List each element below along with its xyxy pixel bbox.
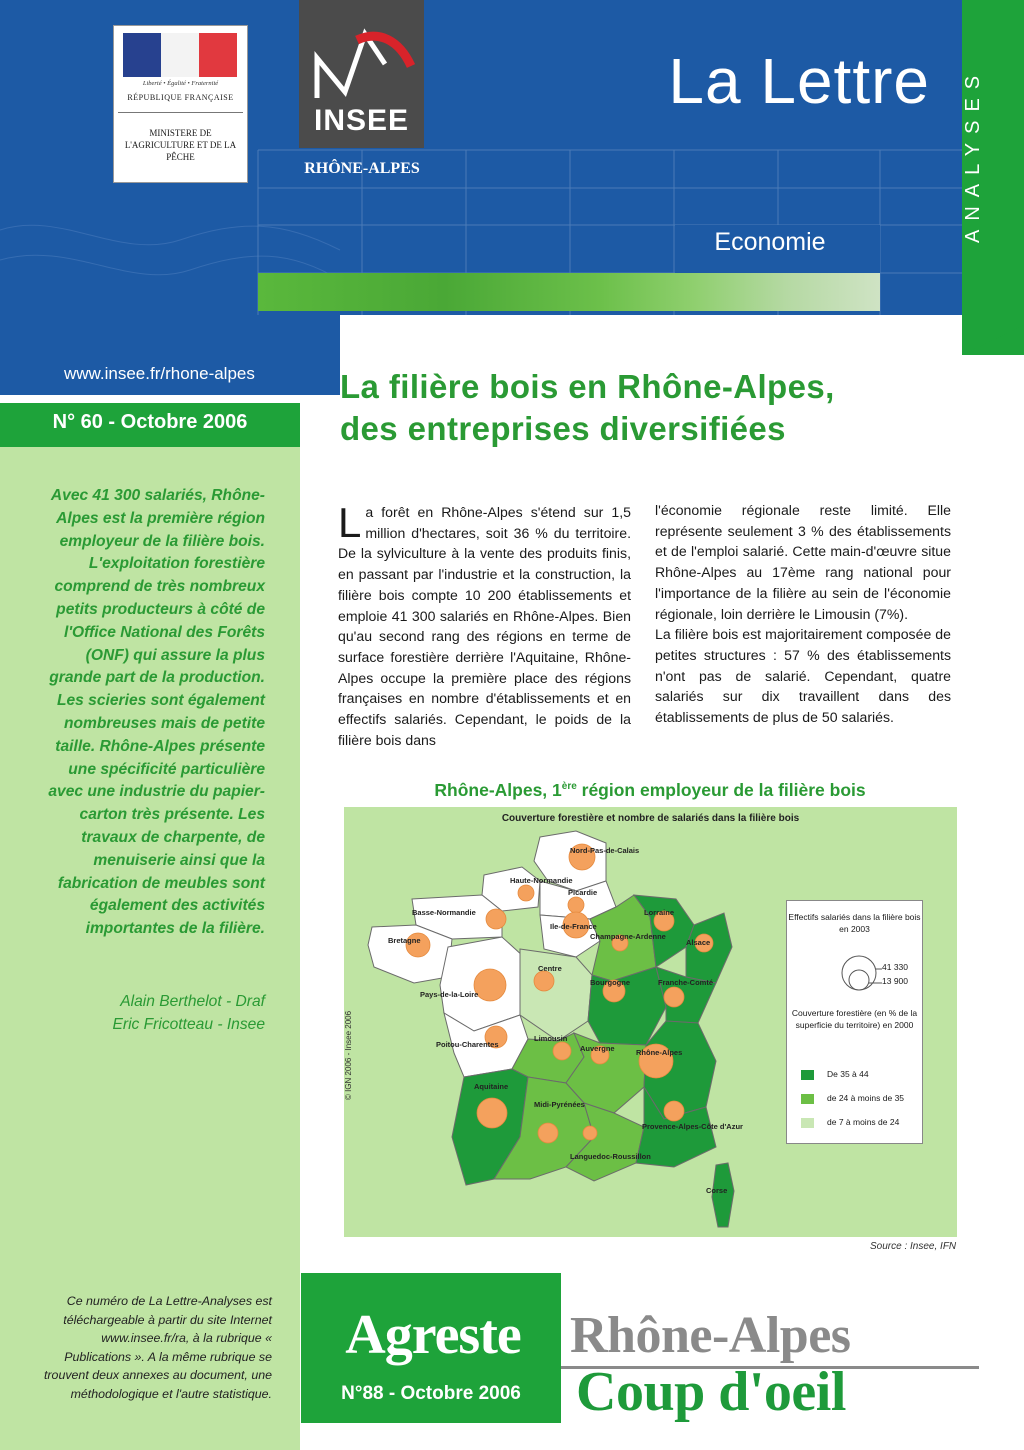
map-label-7: Champagne-Ardenne bbox=[590, 932, 666, 941]
ministry-motto: Liberté • Égalité • Fraternité bbox=[142, 80, 219, 87]
insee-logo-text: INSEE bbox=[313, 104, 410, 137]
legend-class-3 bbox=[801, 1117, 921, 1129]
issue-number: N° 60 - Octobre 2006 bbox=[52, 411, 248, 433]
circle-basse-normandie bbox=[486, 909, 506, 929]
circle-aquitaine bbox=[477, 1098, 507, 1128]
map-label-1: Haute-Normandie bbox=[510, 876, 573, 885]
figure-source: Source : Insee, IFN bbox=[870, 1241, 957, 1252]
author-2: Eric Fricotteau - Insee bbox=[112, 1016, 265, 1033]
article-title-line-1: La filière bois en Rhône-Alpes, bbox=[340, 368, 835, 405]
legend-swatch-light bbox=[801, 1118, 814, 1128]
map-label-10: Pays-de-la-Loire bbox=[420, 990, 479, 999]
publication-title: La Lettre bbox=[668, 45, 930, 117]
legend-min-value: 13 900 bbox=[882, 976, 908, 986]
circle-haute-normandie bbox=[518, 885, 534, 901]
circle-paca bbox=[664, 1101, 684, 1121]
map-label-15: Auvergne bbox=[580, 1044, 615, 1053]
map-label-3: Basse-Normandie bbox=[412, 908, 476, 917]
legend-cover-title: Couverture forestière (en % de la superficie du territoire) en 2000 bbox=[791, 1008, 918, 1030]
circle-pays-de-la-loire bbox=[474, 969, 506, 1001]
circle-franche-comte bbox=[664, 987, 684, 1007]
section-tab-point-icon bbox=[962, 325, 1024, 355]
authors bbox=[60, 990, 265, 1036]
region-label: RHÔNE-ALPES bbox=[304, 160, 420, 177]
map-label-5: Lorraine bbox=[644, 908, 675, 917]
figure-title-prefix: Rhône-Alpes, 1 bbox=[434, 780, 562, 800]
ministry-republic: RÉPUBLIQUE FRANÇAISE bbox=[127, 93, 234, 102]
agreste-logo-text: Agreste bbox=[345, 1304, 521, 1366]
agreste-issue: N°88 - Octobre 2006 bbox=[341, 1383, 521, 1404]
article-title bbox=[340, 366, 960, 450]
download-note: Ce numéro de La Lettre-Analyses est téléchargeable à partir du site Internet www.insee.fr/ra, à la rubrique « Publications ». A la même rubrique se trouvent deux annexes au document, une méthodologique et l'autre statistique. bbox=[43, 1294, 272, 1401]
figure-title bbox=[345, 780, 955, 801]
legend-class-2-label: de 24 à moins de 35 bbox=[827, 1093, 905, 1103]
map-label-20: Provence-Alpes-Côte d'Azur bbox=[642, 1122, 743, 1131]
section-tab-label: ANALYSES bbox=[962, 66, 984, 244]
agreste-subtitle: Coup d'oeil bbox=[576, 1361, 846, 1423]
legend-swatch-dark bbox=[801, 1070, 814, 1080]
circle-languedoc bbox=[583, 1126, 597, 1140]
map-label-12: Franche-Comté bbox=[658, 978, 714, 987]
map-label-16: Rhône-Alpes bbox=[636, 1048, 683, 1057]
legend-class-1 bbox=[801, 1069, 921, 1081]
map-label-19: Languedoc-Roussillon bbox=[570, 1152, 651, 1161]
article-title-line-2: des entreprises diversifiées bbox=[340, 410, 786, 447]
ministry-name: MINISTERE DE L'AGRICULTURE ET DE LA PÊCHE bbox=[124, 128, 237, 162]
summary-text: Avec 41 300 salariés, Rhône-Alpes est la première région employeur de la filière bois. L'exploitation forestière comprend de très nombreux petits producteurs à côté de l'Office National des Forêts (ONF) qui assure la plus grande part de la production. Les scieries sont également nombreuses mais de petite taille. Rhône-Alpes présente une spécificité particulière avec une industrie du papier-carton très présente. Les travaux de charpente, de menuiserie ainsi que la fabrication de meubles sont également des activités importantes de la filière. bbox=[48, 487, 265, 938]
article-col2-paragraph-2: La filière bois est majoritairement composée de petites structures : 57 % des établissements n'ont pas de salarié. Cependant, quatre salariés sur dix travaillent dans des établissements de plus de 50 salariés. bbox=[655, 626, 951, 726]
article-col2-paragraph-1: l'économie régionale reste limité. Elle représente seulement 3 % des établissements et de l'emploi salarié. Cette main-d'œuvre situe Rhône-Alpes au 17ème rang national pour l'importance de la filière au sein de l'économie régionale, loin derrière le Limousin (7%). bbox=[655, 502, 951, 622]
circle-centre bbox=[534, 971, 554, 991]
figure-title-sup: ère bbox=[561, 781, 577, 793]
map-label-9: Centre bbox=[538, 964, 562, 973]
map-subtitle: Couverture forestière et nombre de salariés dans la filière bois bbox=[501, 813, 800, 824]
map-label-21: Corse bbox=[706, 1186, 728, 1195]
map-label-0: Nord-Pas-de-Calais bbox=[570, 846, 640, 855]
legend-class-2 bbox=[801, 1093, 921, 1105]
circle-limousin bbox=[553, 1042, 571, 1060]
map-label-2: Picardie bbox=[568, 888, 598, 897]
map-label-4: Ile-de-France bbox=[550, 922, 597, 931]
topic-label: Economie bbox=[714, 228, 826, 256]
ministry-logo bbox=[113, 25, 248, 183]
drop-cap: L bbox=[338, 499, 362, 546]
legend-class-3-label: de 7 à moins de 24 bbox=[827, 1117, 900, 1127]
french-flag-icon bbox=[123, 33, 237, 77]
map-label-6: Bretagne bbox=[388, 936, 421, 945]
region-shape-centre bbox=[520, 949, 592, 1041]
map-label-11: Bourgogne bbox=[590, 978, 630, 987]
ministry-divider bbox=[118, 112, 243, 113]
map-label-17: Aquitaine bbox=[474, 1082, 509, 1091]
circle-midi-pyrenees bbox=[538, 1123, 558, 1143]
map-legend bbox=[786, 900, 923, 1144]
map-label-14: Limousin bbox=[534, 1034, 568, 1043]
map-label-8: Alsace bbox=[686, 938, 711, 947]
legend-max-value: 41 330 bbox=[882, 962, 908, 972]
region-shape-corse bbox=[712, 1163, 734, 1227]
article-column-1 bbox=[338, 499, 631, 750]
article-column-2 bbox=[655, 500, 951, 728]
figure-title-suffix: région employeur de la filière bois bbox=[576, 780, 866, 800]
legend-class-1-label: De 35 à 44 bbox=[827, 1069, 869, 1079]
article-col1-text: a forêt en Rhône-Alpes s'étend sur 1,5 million d'hectares, soit 36 % du territoire. De la sylviculture à la vente des produits finis, en passant par l'industrie et la construction, la filière bois compte 10 200 établissements et emploie 41 300 salariés en Rhône-Alpes. Bien qu'au second rang des régions en terme de surface forestière derrière l'Aquitaine, Rhône-Alpes occupe la première place des régions françaises en nombre d'établissements et en effectifs salariés. Cependant, le poids de la filière bois dans bbox=[338, 504, 631, 748]
author-1: Alain Berthelot - Draf bbox=[120, 993, 265, 1010]
map-label-18: Midi-Pyrénées bbox=[534, 1100, 585, 1109]
map-label-13: Poitou-Charentes bbox=[436, 1040, 499, 1049]
map-copyright: © IGN 2006 - Insee 2006 bbox=[344, 1010, 353, 1100]
header-green-strip bbox=[258, 273, 880, 311]
legend-employees-title: Effectifs salariés dans la filière bois en 2003 bbox=[788, 912, 921, 934]
insee-logo-mark-icon bbox=[299, 0, 424, 110]
agreste-region: Rhône-Alpes bbox=[570, 1307, 851, 1364]
circle-picardie bbox=[568, 897, 584, 913]
website-link[interactable]: www.insee.fr/rhone-alpes bbox=[64, 364, 255, 383]
legend-swatch-medium bbox=[801, 1094, 814, 1104]
